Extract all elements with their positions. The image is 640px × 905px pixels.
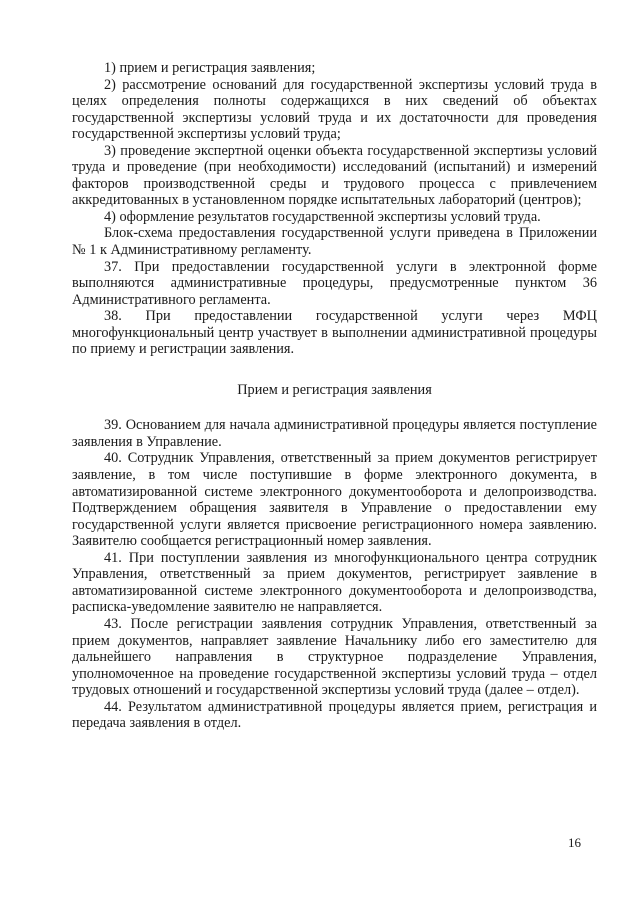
- paragraph-41: 41. При поступлении заявления из многофункционального центра сотрудник Управления, ответственный за прием документов, регистрирует заявление в автоматизированной системе электронного документооборота и делопроизводства, расписка-уведомление заявителю не направляется.: [72, 549, 597, 616]
- paragraph-44: 44. Результатом административной процедуры является прием, регистрация и передача заявления в отдел.: [72, 698, 597, 732]
- list-item-4: 4) оформление результатов государственной экспертизы условий труда.: [104, 208, 541, 225]
- paragraph-38: 38. При предоставлении государственной услуги через МФЦ многофункциональный центр участвует в выполнении административной процедуры по приему и регистрации заявления.: [72, 308, 597, 358]
- list-item-3: 3) проведение экспертной оценки объекта государственной экспертизы условий труда и проведение (при необходимости) исследований (испытаний) и измерений факторов производственной среды и трудового процесса с привлечением аккредитованных в установленном порядке испытательных лабораторий (центров);: [72, 142, 597, 209]
- paragraph-40: 40. Сотрудник Управления, ответственный за прием документов регистрирует заявление, в том числе поступившие в форме электронного документа, в автоматизированной системе электронного документооборота и делопроизводства. Подтверждением обращения заявителя в Управление о предоставлении ему государственной услуги является присвоение регистрационного номера заявлению. Заявителю сообщается регистрационный номер заявления.: [72, 450, 597, 550]
- page-number: 16: [568, 835, 581, 850]
- paragraph-37: 37. При предоставлении государственной услуги в электронной форме выполняются административные процедуры, предусмотренные пунктом 36 Административного регламента.: [72, 258, 597, 308]
- list-item-1: 1) прием и регистрация заявления;: [104, 60, 316, 76]
- flowchart-note-paragraph: Блок-схема предоставления государственной услуги приведена в Приложении № 1 к Административному регламенту.: [72, 225, 597, 259]
- paragraph-43: 43. После регистрации заявления сотрудник Управления, ответственный за прием документов, направляет заявление Начальнику либо его заместителю для дальнейшего направления в структурное подразделение Управления, уполномоченное на проведение государственной экспертизы условий труда – отдел трудовых отношений и государственной экспертизы условий труда (далее – отдел).: [72, 615, 597, 699]
- paragraph-39: 39. Основанием для начала административной процедуры является поступление заявления в Управление.: [72, 417, 597, 450]
- list-item-2: 2) рассмотрение оснований для государственной экспертизы условий труда в целях определения полноты содержащихся в них сведений об объектах государственной экспертизы условий труда и их достаточности для проведения государственной экспертизы условий труда;: [72, 76, 597, 143]
- document-body: [72, 60, 597, 732]
- section-heading: Прием и регистрация заявления: [237, 381, 432, 398]
